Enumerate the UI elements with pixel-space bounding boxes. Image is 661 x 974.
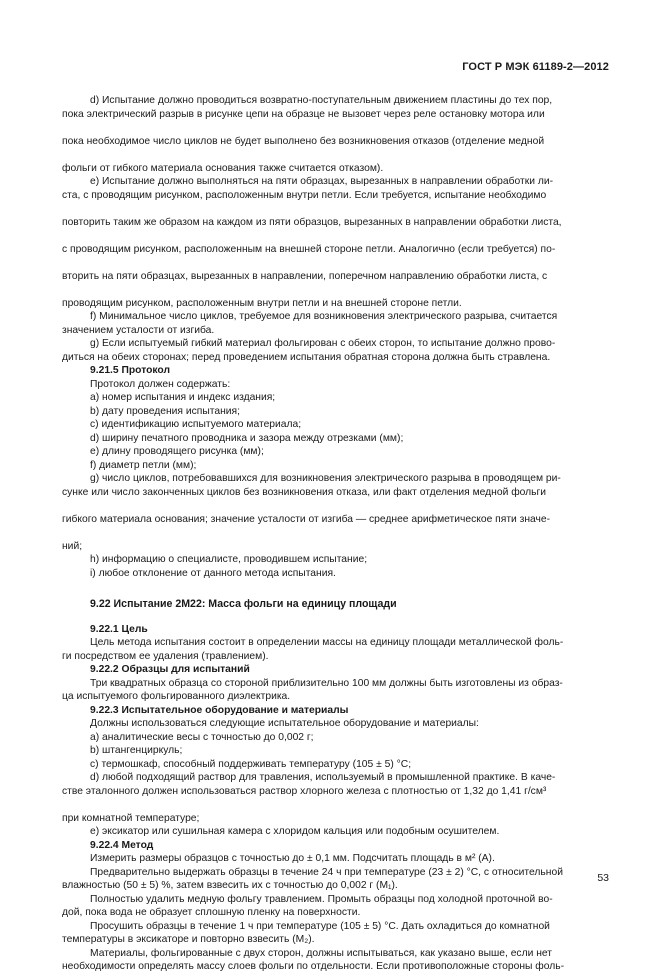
text-line: b) дату проведения испытания;: [90, 405, 240, 417]
text-line: Просушить образцы в течение 1 ч при температуре (105 ± 5) °С. Дать охладиться до комнатной: [90, 920, 550, 932]
text-line: диться на обеих сторонах; перед проведением испытания обратная сторона должна быть стравлена.: [62, 351, 551, 363]
text-line: d) ширину печатного проводника и зазора между отрезками (мм);: [90, 432, 404, 444]
paragraph-h2: [62, 553, 598, 567]
text-line: пока электрический разрыв в рисунке цепи на образце не вызовет через реле остановку мотора или: [62, 108, 545, 120]
paragraph-eqa: [62, 731, 598, 745]
text-line: e) Испытание должно выполняться на пяти образцах, вырезанных в направлении обработки ли-: [90, 176, 554, 187]
text-line: f) диаметр петли (мм);: [90, 459, 197, 471]
text-line: ца испытуемого фольгированного диэлектрика.: [62, 691, 291, 702]
text-line: проводящим рисунком, расположенным внутри петли и на внешней стороне петли.: [62, 297, 462, 309]
paragraph-eqc: [62, 758, 598, 772]
subsection-heading-h9224: [62, 839, 598, 853]
page-content: [62, 94, 598, 974]
text-line: 9.21.5 Протокол: [90, 365, 171, 376]
text-line: фольги от гибкого материала основания также считается отказом).: [62, 162, 384, 174]
paragraph-b2: [62, 405, 598, 419]
paragraph-f2: [62, 459, 598, 473]
paragraph-samples: [62, 677, 598, 704]
paragraph-f1: [62, 310, 598, 337]
page-number: 53: [597, 872, 609, 884]
text-line: 9.22.1 Цель: [90, 623, 148, 635]
text-line: повторить таким же образом на каждом из пяти образцов, вырезанных в направлении обработки листа,: [62, 216, 562, 228]
paragraph-c2: [62, 418, 598, 432]
text-line: Предварительно выдержать образцы в течение 24 ч при температуре (23 ± 2) °С, с относительной: [90, 866, 563, 878]
text-line: гибкого материала основания; значение усталости от изгиба — среднее арифметическое пяти значе-: [62, 513, 551, 525]
paragraph-e1: [62, 175, 598, 310]
paragraph-goal: [62, 636, 598, 663]
section-title-9-22: 9.22 Испытание 2М22: Масса фольги на единицу площади: [90, 598, 397, 610]
paragraph-eqe: [62, 825, 598, 839]
text-line: пока необходимое число циклов не будет выполнено без возникновения отказов (отделение медной: [62, 135, 545, 147]
text-line: h) информацию о специалисте, проводившем испытание;: [90, 554, 368, 565]
paragraph-eqb: [62, 744, 598, 758]
text-line: a) аналитические весы с точностью до 0,002 г;: [90, 731, 314, 743]
text-line: Измерить размеры образцов с точностью до ± 0,1 мм. Подсчитать площадь в м² (A).: [90, 853, 495, 864]
text-line: a) номер испытания и индекс издания;: [90, 392, 276, 403]
text-line: 9.22.3 Испытательное оборудование и материалы: [90, 704, 349, 716]
text-line: Цель метода испытания состоит в определении массы на единицу площади металлической фоль-: [90, 637, 564, 648]
text-line: Три квадратных образца со стороной приблизительно 100 мм должны быть изготовлены из образ-: [90, 677, 563, 689]
text-line: c) идентификацию испытуемого материала;: [90, 419, 302, 430]
text-line: вторить на пяти образцах, вырезанных в направлении, поперечном направлению обработки листа, с: [62, 270, 548, 282]
text-line: Протокол должен содержать:: [90, 378, 231, 390]
text-line: f) Минимальное число циклов, требуемое для возникновения электрического разрыва, считается: [90, 311, 558, 322]
paragraph-i2: [62, 567, 598, 581]
paragraph-m3: [62, 893, 598, 920]
text-line: e) длину проводящего рисунка (мм);: [90, 446, 264, 457]
paragraph-eq0: [62, 717, 598, 731]
subsection-heading-h9221: [62, 623, 598, 637]
text-line: g) число циклов, потребовавшихся для возникновения электрического разрыва в проводящем ри-: [90, 473, 561, 484]
document-header: ГОСТ Р МЭК 61189-2—2012: [462, 61, 609, 73]
text-line: g) Если испытуемый гибкий материал фольгирован с обеих сторон, то испытание должно прово-: [90, 338, 556, 349]
paragraph-g1: [62, 337, 598, 364]
paragraph-eqd: [62, 771, 598, 825]
paragraph-m1: [62, 852, 598, 866]
text-line: значением усталости от изгиба.: [62, 324, 215, 336]
paragraph-a2: [62, 391, 598, 405]
paragraph-d1: [62, 94, 598, 175]
text-line: 9.22.4 Метод: [90, 839, 154, 851]
section-9-22-text: [62, 623, 598, 974]
text-line: 9.22.2 Образцы для испытаний: [90, 664, 250, 675]
text-line: e) эксикатор или сушильная камера с хлоридом кальция или подобным осушителем.: [90, 826, 500, 837]
text-line: d) Испытание должно проводиться возвратно-поступательным движением пластины до тех пор,: [90, 95, 553, 106]
text-line: d) любой подходящий раствор для травления, используемый в промышленной практике. В каче-: [90, 772, 556, 783]
text-line: с проводящим рисунком, расположенным на внешней стороне петли. Аналогично (если требуется) по-: [62, 243, 556, 255]
text-line: Должны использоваться следующие испытательное оборудование и материалы:: [90, 718, 479, 729]
subsection-heading-h9223: [62, 704, 598, 718]
text-line: при комнатной температуре;: [62, 812, 200, 824]
text-line: влажностью (50 ± 5) %, затем взвесить их с точностью до 0,002 г (M₁).: [62, 880, 398, 891]
text-line: b) штангенциркуль;: [90, 745, 183, 756]
paragraph-d2: [62, 432, 598, 446]
text-line: необходимости определять массу слоев фольги по отдельности. Если противоположные стороны фоль-: [62, 961, 565, 972]
subsection-heading-h9215: [62, 364, 598, 378]
text-line: ги посредством ее удаления (травлением).: [62, 650, 269, 662]
text-line: c) термошкаф, способный поддерживать температуру (105 ± 5) °С;: [90, 758, 412, 770]
text-line: Полностью удалить медную фольгу травлением. Промыть образцы под холодной проточной во-: [90, 893, 553, 905]
text-line: Материалы, фольгированные с двух сторон, должны испытываться, как указано выше, если нет: [90, 947, 552, 959]
text-line: i) любое отклонение от данного метода испытания.: [90, 567, 336, 579]
subsection-heading-h9222: [62, 663, 598, 677]
paragraph-e2: [62, 445, 598, 459]
text-line: ста, с проводящим рисунком, расположенным внутри петли. Если требуется, испытание необходимо: [62, 189, 547, 201]
text-line: сунке или число законченных циклов без возникновения отказа, или факт отделения медной фольги: [62, 486, 547, 498]
paragraph-g2: [62, 472, 598, 553]
paragraph-m5: [62, 947, 598, 974]
text-line: температуры в эксикаторе и повторно взвесить (M₂).: [62, 934, 315, 945]
text-line: ний;: [62, 540, 83, 552]
paragraph-m2: [62, 866, 598, 893]
section-9-21-text: [62, 94, 598, 580]
paragraph-m4: [62, 920, 598, 947]
text-line: дой, пока вода не образует сплошную пленку на поверхности.: [62, 907, 361, 918]
paragraph-p1: [62, 378, 598, 392]
text-line: стве эталонного должен использоваться раствор хлорного железа с плотностью от 1,32 до 1,41 г/см³: [62, 785, 547, 797]
